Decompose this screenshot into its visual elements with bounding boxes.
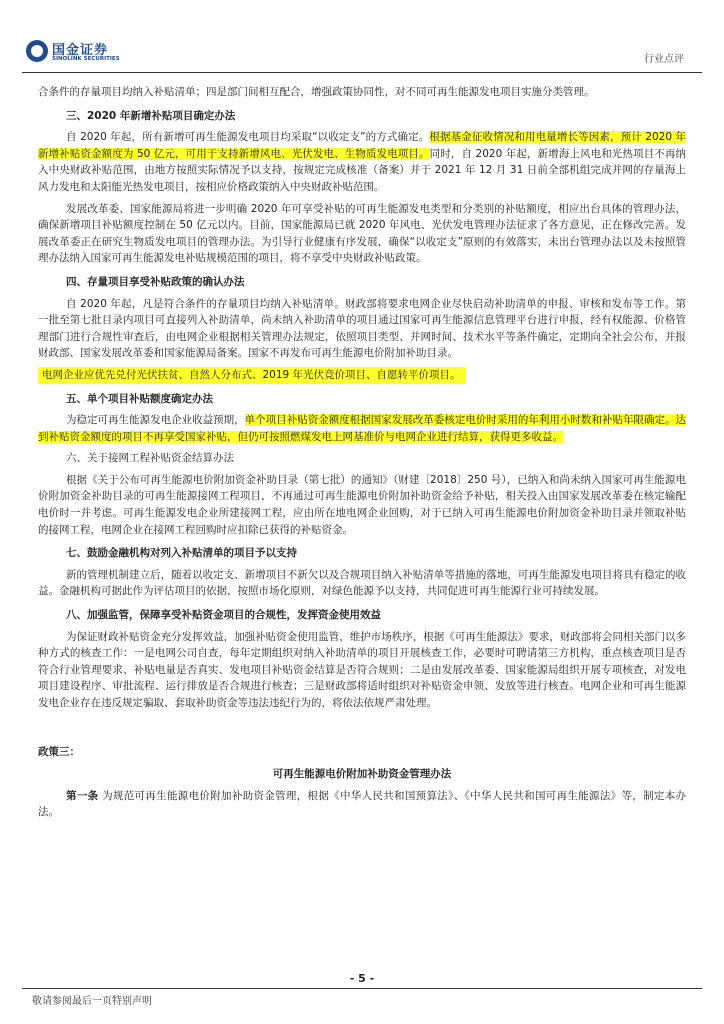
paragraph: 根据《关于公布可再生能源电价附加资金补助目录（第七批）的通知》（财建〔2018〕250 号），已纳入和尚未纳入国家可再生能源电价附加资金补助目录的可再生能源接网工程项目，不再通过可再生能源电价附加补助资金给予补贴，相关投入由国家发展改革委在核定输配电价时一并考虑。可再生能源发电企业所建接网工程，应由所在地电网企业回购，对于已纳入可再生能源电价附加资金补助目录并领取补贴的接网工程，电网企业在接网工程回购时应扣除已获得的补贴资金。 [38,473,686,536]
document-body [38,84,686,821]
paragraph: 为稳定可再生能源发电企业收益预期，单个项目补贴资金额度根据国家发展改革委核定电价时采用的年利用小时数和补贴年限确定。达到补贴资金额度的项目不再享受国家补贴，但仍可按照燃煤发电上网基准价与电网企业进行结算，获得更多收益。 [38,414,687,443]
policy-label: 政策三： [38,745,80,758]
footer-divider [22,988,702,989]
section-heading: 四、存量项目享受补贴政策的确认办法 [66,275,245,288]
section-heading: 五、单个项目补贴额度确定办法 [66,392,213,405]
paragraph: 第一条 为规范可再生能源电价附加补助资金管理，根据《中华人民共和国预算法》、《中华人民共和国可再生能源法》等，制定本办法。 [38,789,687,819]
paragraph [38,367,686,384]
highlighted-text: 根据基金征收情况和用电量增长等因素，预计 2020 年新增补贴资金额度为 50 亿元，可用于支持新增风电、光伏发电、生物质发电项目。 [38,131,686,160]
report-type-label: 行业点评 [644,54,684,65]
header-divider [22,72,702,73]
paragraph: 自 2020 年起，所有新增可再生能源发电项目均采取“以收定支”的方式确定。根据基金征收情况和用电量增长等因素，预计 2020 年新增补贴资金额度为 50 亿元，可用于支持新增风电、光伏发电、生物质发电项目。同时，自 2020 年起，新增海上风电和光热项目不再纳入中央财政补贴范围，由地方按照实际情况予以支持，按规定完成核准（备案）并于 2021 年 12 月 31 日前全部机组完成并网的存量海上风力发电和太阳能光热发电项目，按相应价格政策纳入中央财政补贴范围。 [38,131,686,193]
sinolink-logo [26,40,138,66]
paragraph: 发展改革委、国家能源局将进一步明确 2020 年可享受补贴的可再生能源发电类型和分类别的补贴额度，相应出台具体的管理办法，确保新增项目补贴额度控制在 50 亿元以内。目前，国家能源局已就 2020 年风电、光伏发电管理办法征求了各方意见，正在修改完善。发展改革委正在研究生物质发电项目的管理办法。为引导行业健康有序发展，确保“以收定支”原则的有效落实，未出台管理办法以及未按照管理办法纳入国家可再生能源发电补贴规模范围的项目，将不享受中央财政补贴政策。 [38,202,686,265]
section-heading: 六、关于接网工程补贴资金结算办法 [66,452,234,465]
page-number: - 5 - [349,972,375,985]
logo-chinese-name: 国金证券 [52,43,109,58]
footer-disclaimer: 敬请参阅最后一页特别声明 [32,996,152,1007]
page-header [0,0,724,76]
highlighted-text: 电网企业应优先兑付光伏扶贫、自然人分布式、2019 年光伏竞价项目、自愿转平价项目。 [38,367,465,384]
policy-title: 可再生能源电价附加补助资金管理办法 [272,768,452,781]
paragraph: 为保证财政补贴资金充分发挥效益，加强补贴资金使用监管，维护市场秩序，根据《可再生能源法》要求，财政部将会同相关部门以多种方式的核查工作：一是电网公司自查，每年定期组织对纳入补助清单的项目开展核查工作，必要时可聘请第三方机构，重点核查项目是否符合行业管理要求、补贴电量是否真实、发电项目补贴资金结算是否符合规则；二是由发展改革委、国家能源局组织开展专项核查，对发电项目建设程序、审批流程、运行排放是否合规进行核查；三是财政部将适时组织对补贴资金申领、发放等进行核查。电网企业和可再生能源发电企业存在违反规定骗取、套取补助资金等违法违纪行为的，将依法依规严肃处理。 [38,630,686,709]
logo-circle-icon [26,40,48,62]
article-label: 第一条 [66,789,99,802]
logo-english-name: SINOLINK SECURITIES [52,56,120,62]
section-heading: 八、加强监管，保障享受补贴资金项目的合规性，发挥资金使用效益 [66,609,381,622]
section-heading: 三、2020 年新增补贴项目确定办法 [66,109,236,122]
section-heading: 七、鼓励金融机构对列入补贴清单的项目予以支持 [66,547,297,560]
paragraph: 合条件的存量项目均纳入补贴清单；四是部门间相互配合，增强政策协同性，对不同可再生能源发电项目实施分类管理。 [38,86,595,98]
highlighted-text: 单个项目补贴资金额度根据国家发展改革委核定电价时采用的年利用小时数和补贴年限确定。达到补贴资金额度的项目不再享受国家补贴，但仍可按照燃煤发电上网基准价与电网企业进行结算，获得更多收益。 [38,414,687,443]
paragraph: 自 2020 年起，凡是符合条件的存量项目均纳入补贴清单。财政部将要求电网企业尽快启动补助清单的申报、审核和发布等工作。第一批至第七批目录内项目可直接列入补助清单，尚未纳入补助清单的项目通过国家可再生能源信息管理平台进行申报，经有权能源、价格管理部门进行合规性审查后，由电网企业根据相关管理办法规定，依照项目类型、并网时间、技术水平等条件确定，定期向全社会公布，并报财政部、国家发展改革委和国家能源局备案。国家不再发布可再生能源电价附加补助目录。 [38,297,686,360]
paragraph: 新的管理机制建立后，随着以收定支、新增项目不新欠以及合规项目纳入补贴清单等措施的落地，可再生能源发电项目将具有稳定的收益。金融机构可据此作为评估项目的依据，按照市场化原则，对绿色能源予以支持，共同促进可再生能源行业可持续发展。 [38,568,686,598]
